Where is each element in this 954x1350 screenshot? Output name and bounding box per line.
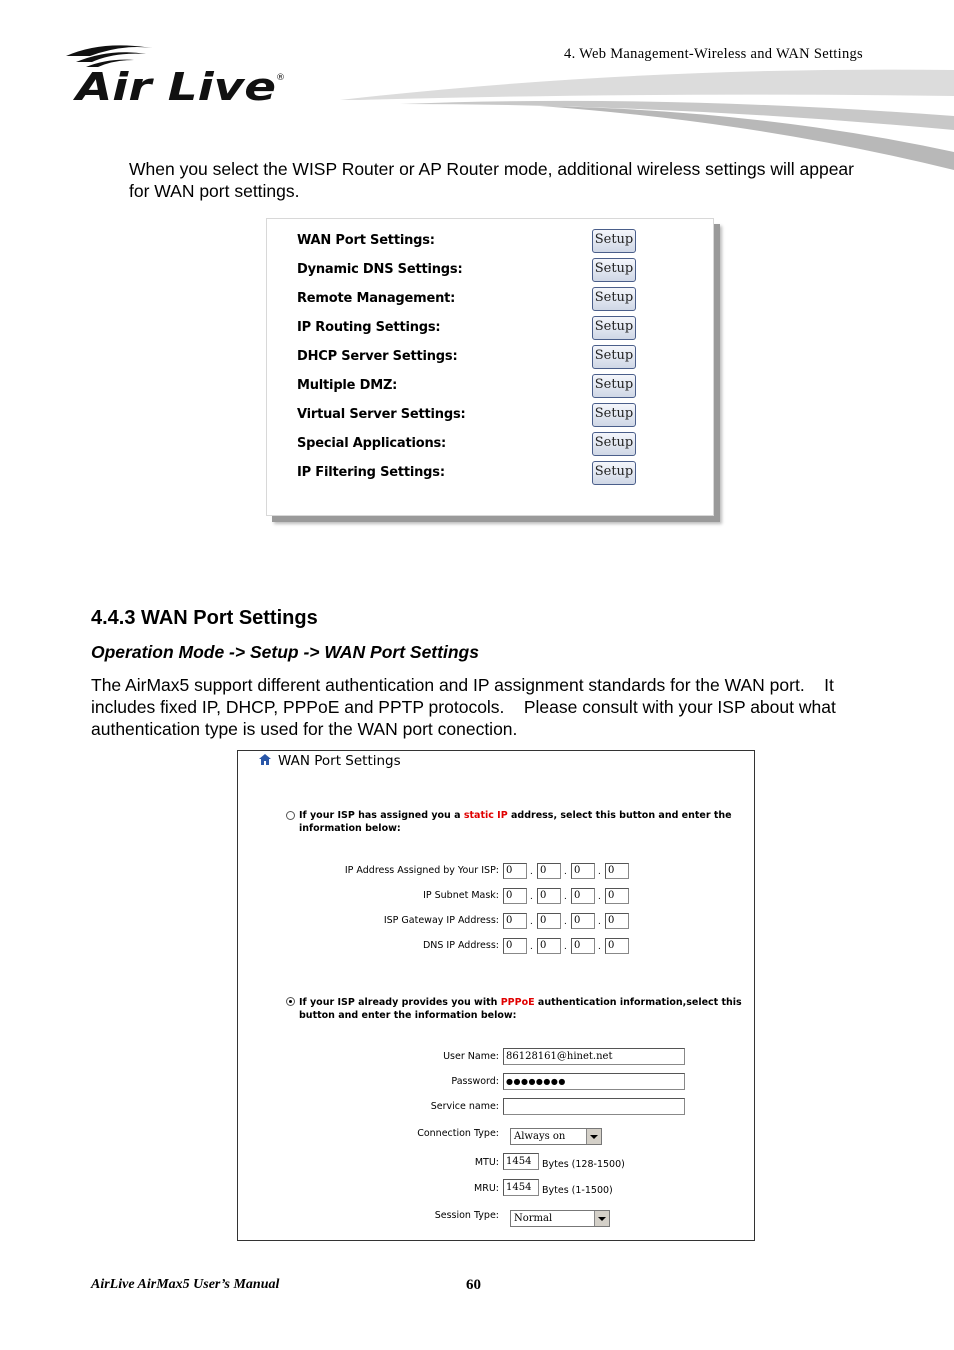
chevron-down-icon	[594, 1211, 609, 1226]
menu-label-ip-filtering: IP Filtering Settings:	[297, 465, 445, 480]
connection-type-select[interactable]	[510, 1128, 602, 1145]
gateway-ip-label: ISP Gateway IP Address:	[383, 915, 499, 926]
special-applications-setup-button[interactable]: Setup	[592, 432, 636, 456]
static-ip-radio[interactable]	[286, 811, 295, 820]
ip-separator-dot: .	[598, 916, 601, 927]
ip-separator-dot: .	[530, 866, 533, 877]
dns-ip-octet-2-input[interactable]: 0	[537, 938, 561, 954]
ip-separator-dot: .	[564, 866, 567, 877]
ip-separator-dot: .	[598, 941, 601, 952]
wan-form-title: WAN Port Settings	[278, 753, 401, 769]
mtu-input[interactable]: 1454	[503, 1153, 539, 1170]
dynamic-dns-setup-button[interactable]: Setup	[592, 258, 636, 282]
gateway-ip-octet-4-input[interactable]: 0	[605, 913, 629, 929]
ip-separator-dot: .	[530, 891, 533, 902]
pppoe-description: If your ISP already provides you with PPPoE authentication information,select this	[299, 997, 742, 1008]
dns-ip-octet-1-input[interactable]: 0	[503, 938, 527, 954]
section-title: 4.4.3 WAN Port Settings	[91, 607, 318, 629]
session-type-select[interactable]	[510, 1210, 610, 1227]
menu-label-wan-port: WAN Port Settings:	[297, 233, 435, 248]
mru-hint: Bytes (1-1500)	[542, 1185, 613, 1196]
subnet-mask-octet-3-input[interactable]: 0	[571, 888, 595, 904]
service-name-input[interactable]	[503, 1098, 685, 1115]
isp-ip-address-octet-1-input[interactable]: 0	[503, 863, 527, 879]
menu-label-special-applications: Special Applications:	[297, 436, 447, 451]
multiple-dmz-setup-button[interactable]: Setup	[592, 374, 636, 398]
router-menu-screenshot	[266, 218, 714, 516]
dns-ip-octet-4-input[interactable]: 0	[605, 938, 629, 954]
menu-label-dhcp-server: DHCP Server Settings:	[297, 349, 458, 364]
password-label: Password:	[451, 1076, 499, 1087]
session-type-value: Normal	[514, 1213, 553, 1224]
section-body: The AirMax5 support different authentication and IP assignment standards for the WAN port. It includes fixed IP, DHCP, PPPoE and PPTP protocols. Please consult with your ISP about what authentication type is used for the WAN port conection.	[91, 675, 841, 739]
subnet-mask-octet-4-input[interactable]: 0	[605, 888, 629, 904]
connection-type-label: Connection Type:	[417, 1128, 499, 1139]
subnet-mask-octet-2-input[interactable]: 0	[537, 888, 561, 904]
home-icon	[258, 753, 272, 766]
mru-label: MRU:	[474, 1183, 499, 1194]
ip-separator-dot: .	[598, 891, 601, 902]
svg-text:®: ®	[276, 73, 285, 83]
dhcp-server-setup-button[interactable]: Setup	[592, 345, 636, 369]
dns-ip-label: DNS IP Address:	[422, 940, 499, 951]
airlive-logo	[62, 42, 292, 106]
password-input[interactable]: ●●●●●●●●	[503, 1073, 685, 1090]
gateway-ip-octet-2-input[interactable]: 0	[537, 913, 561, 929]
ip-filtering-setup-button[interactable]: Setup	[592, 461, 636, 485]
session-type-label: Session Type:	[434, 1210, 499, 1221]
svg-text:Air Live: Air Live	[72, 65, 277, 106]
mtu-label: MTU:	[474, 1157, 499, 1168]
menu-label-ip-routing: IP Routing Settings:	[297, 320, 441, 335]
pppoe-description-line2: button and enter the information below:	[299, 1010, 517, 1021]
wan-port-setup-button[interactable]: Setup	[592, 229, 636, 253]
static-ip-description-line2: information below:	[299, 823, 401, 834]
pppoe-radio[interactable]	[286, 997, 295, 1006]
footer-manual-title: AirLive AirMax5 User’s Manual	[91, 1277, 280, 1292]
isp-ip-address-label: IP Address Assigned by Your ISP:	[344, 865, 499, 876]
subnet-mask-octet-1-input[interactable]: 0	[503, 888, 527, 904]
gateway-ip-octet-1-input[interactable]: 0	[503, 913, 527, 929]
ip-separator-dot: .	[598, 866, 601, 877]
mru-input[interactable]: 1454	[503, 1179, 539, 1196]
isp-ip-address-octet-4-input[interactable]: 0	[605, 863, 629, 879]
navigation-path: Operation Mode -> Setup -> WAN Port Settings	[91, 642, 479, 662]
ip-separator-dot: .	[564, 916, 567, 927]
ip-separator-dot: .	[530, 916, 533, 927]
ip-separator-dot: .	[564, 941, 567, 952]
service-name-label: Service name:	[430, 1101, 499, 1112]
connection-type-value: Always on	[514, 1131, 566, 1142]
ip-routing-setup-button[interactable]: Setup	[592, 316, 636, 340]
user-name-label: User Name:	[443, 1051, 499, 1062]
ip-separator-dot: .	[530, 941, 533, 952]
ip-separator-dot: .	[564, 891, 567, 902]
intro-paragraph: When you select the WISP Router or AP Router mode, additional wireless settings will appear for WAN port settings.	[129, 159, 854, 201]
menu-label-remote-management: Remote Management:	[297, 291, 456, 306]
isp-ip-address-octet-2-input[interactable]: 0	[537, 863, 561, 879]
wan-port-settings-screenshot	[237, 750, 755, 1241]
menu-label-virtual-server: Virtual Server Settings:	[297, 407, 466, 422]
dns-ip-octet-3-input[interactable]: 0	[571, 938, 595, 954]
mtu-hint: Bytes (128-1500)	[542, 1159, 625, 1170]
menu-label-multiple-dmz: Multiple DMZ:	[297, 378, 398, 393]
chapter-title: 4. Web Management-Wireless and WAN Settings	[564, 46, 863, 62]
page-number: 60	[466, 1277, 481, 1293]
subnet-mask-label: IP Subnet Mask:	[423, 890, 499, 901]
gateway-ip-octet-3-input[interactable]: 0	[571, 913, 595, 929]
isp-ip-address-octet-3-input[interactable]: 0	[571, 863, 595, 879]
user-name-input[interactable]: 86128161@hinet.net	[503, 1048, 685, 1065]
menu-label-dynamic-dns: Dynamic DNS Settings:	[297, 262, 463, 277]
chevron-down-icon	[586, 1129, 601, 1144]
remote-management-setup-button[interactable]: Setup	[592, 287, 636, 311]
static-ip-description: If your ISP has assigned you a static IP address, select this button and enter the	[299, 810, 732, 821]
virtual-server-setup-button[interactable]: Setup	[592, 403, 636, 427]
